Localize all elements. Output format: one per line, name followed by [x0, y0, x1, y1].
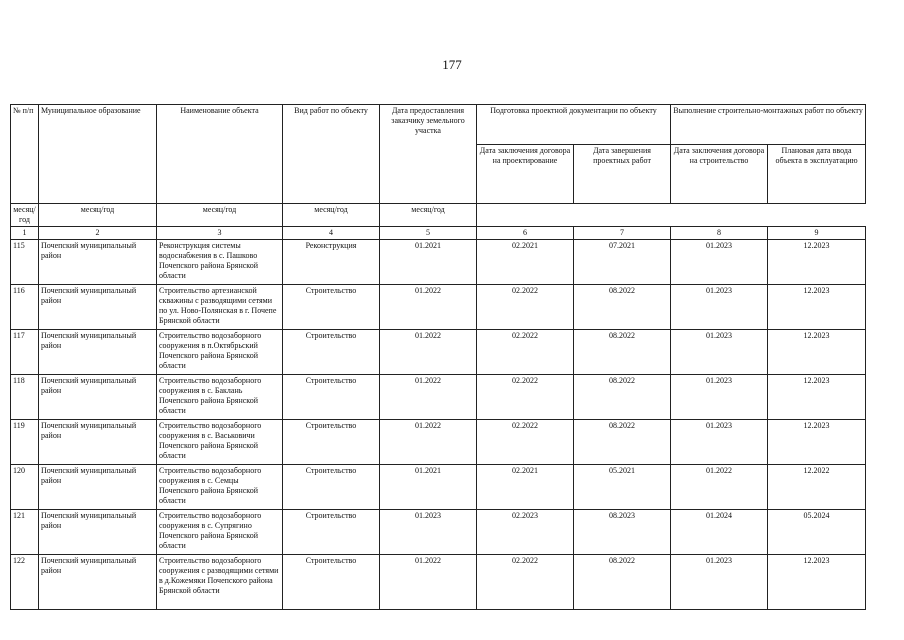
- work-type-cell: Строительство: [283, 465, 380, 510]
- design-end-cell: 08.2023: [574, 510, 671, 555]
- build-contract-cell: 01.2023: [671, 555, 768, 610]
- unit-label: месяц/год: [380, 204, 477, 227]
- object-cell: Строительство водозаборного сооружения в п.Октябрьский Почепского района Брянской области: [157, 330, 283, 375]
- work-type-cell: Строительство: [283, 375, 380, 420]
- commission-cell: 12.2023: [768, 375, 866, 420]
- table-row: [11, 375, 866, 420]
- build-contract-cell: 01.2023: [671, 420, 768, 465]
- municipality-cell: Почепский муниципальный район: [39, 330, 157, 375]
- table-row: [11, 330, 866, 375]
- header-design-group: Подготовка проектной документации по объекту: [477, 105, 671, 145]
- commission-cell: 12.2023: [768, 420, 866, 465]
- header-units-row: [11, 204, 866, 227]
- header-build-contract: Дата заключения договора на строительство: [671, 145, 768, 204]
- header-land-date: Дата предоставления заказчику земельного участка: [380, 105, 477, 204]
- design-contract-cell: 02.2021: [477, 465, 574, 510]
- column-numbers-row: [11, 227, 866, 240]
- column-number: 1: [11, 227, 39, 240]
- row-number: 119: [11, 420, 39, 465]
- commission-cell: 05.2024: [768, 510, 866, 555]
- build-contract-cell: 01.2023: [671, 240, 768, 285]
- work-type-cell: Реконструкция: [283, 240, 380, 285]
- work-type-cell: Строительство: [283, 420, 380, 465]
- row-number: 116: [11, 285, 39, 330]
- commission-cell: 12.2023: [768, 285, 866, 330]
- design-end-cell: 08.2022: [574, 375, 671, 420]
- land-date-cell: 01.2022: [380, 330, 477, 375]
- row-number: 118: [11, 375, 39, 420]
- build-contract-cell: 01.2023: [671, 375, 768, 420]
- header-no: № п/п: [11, 105, 39, 204]
- header-design-end: Дата завершения проектных работ: [574, 145, 671, 204]
- design-end-cell: 08.2022: [574, 330, 671, 375]
- commission-cell: 12.2023: [768, 555, 866, 610]
- object-cell: Строительство водозаборного сооружения в с. Семцы Почепского района Брянской области: [157, 465, 283, 510]
- municipality-cell: Почепский муниципальный район: [39, 555, 157, 610]
- work-type-cell: Строительство: [283, 555, 380, 610]
- design-end-cell: 07.2021: [574, 240, 671, 285]
- page-number: 177: [442, 57, 462, 72]
- unit-label: месяц/год: [39, 204, 157, 227]
- build-contract-cell: 01.2023: [671, 330, 768, 375]
- build-contract-cell: 01.2022: [671, 465, 768, 510]
- commission-cell: 12.2023: [768, 330, 866, 375]
- land-date-cell: 01.2022: [380, 285, 477, 330]
- table-row: [11, 240, 866, 285]
- column-number: 5: [380, 227, 477, 240]
- header-row-top: [11, 105, 866, 145]
- design-contract-cell: 02.2022: [477, 375, 574, 420]
- design-end-cell: 08.2022: [574, 285, 671, 330]
- row-number: 117: [11, 330, 39, 375]
- land-date-cell: 01.2022: [380, 555, 477, 610]
- row-number: 122: [11, 555, 39, 610]
- design-contract-cell: 02.2022: [477, 330, 574, 375]
- design-contract-cell: 02.2023: [477, 510, 574, 555]
- land-date-cell: 01.2022: [380, 420, 477, 465]
- work-type-cell: Строительство: [283, 510, 380, 555]
- table-row: [11, 420, 866, 465]
- land-date-cell: 01.2022: [380, 375, 477, 420]
- land-date-cell: 01.2023: [380, 510, 477, 555]
- header-object: Наименование объекта: [157, 105, 283, 204]
- column-number: 6: [477, 227, 574, 240]
- design-contract-cell: 02.2022: [477, 555, 574, 610]
- municipality-cell: Почепский муниципальный район: [39, 420, 157, 465]
- column-number: 3: [157, 227, 283, 240]
- design-end-cell: 08.2022: [574, 420, 671, 465]
- object-cell: Строительство водозаборного сооружения в с. Баклань Почепского района Брянской области: [157, 375, 283, 420]
- row-number: 115: [11, 240, 39, 285]
- design-contract-cell: 02.2022: [477, 285, 574, 330]
- build-contract-cell: 01.2024: [671, 510, 768, 555]
- table-row: [11, 465, 866, 510]
- column-number: 8: [671, 227, 768, 240]
- column-number: 9: [768, 227, 866, 240]
- table-row: [11, 285, 866, 330]
- row-number: 121: [11, 510, 39, 555]
- header-construction-group: Выполнение строительно-монтажных работ по объекту: [671, 105, 866, 145]
- commission-cell: 12.2023: [768, 240, 866, 285]
- row-number: 120: [11, 465, 39, 510]
- municipality-cell: Почепский муниципальный район: [39, 465, 157, 510]
- unit-label: месяц/год: [283, 204, 380, 227]
- header-work-type: Вид работ по объекту: [283, 105, 380, 204]
- table-row: [11, 510, 866, 555]
- land-date-cell: 01.2021: [380, 240, 477, 285]
- schedule-table: [10, 104, 866, 610]
- header-commission: Плановая дата ввода объекта в эксплуатацию: [768, 145, 866, 204]
- commission-cell: 12.2022: [768, 465, 866, 510]
- object-cell: Строительство водозаборного сооружения в с. Васьковичи Почепского района Брянской области: [157, 420, 283, 465]
- column-number: 4: [283, 227, 380, 240]
- work-type-cell: Строительство: [283, 330, 380, 375]
- column-number: 7: [574, 227, 671, 240]
- object-cell: Реконструкция системы водоснабжения в с. Пашково Почепского района Брянской области: [157, 240, 283, 285]
- design-end-cell: 08.2022: [574, 555, 671, 610]
- table-row: [11, 555, 866, 610]
- header-design-contract: Дата заключения договора на проектирование: [477, 145, 574, 204]
- design-contract-cell: 02.2022: [477, 420, 574, 465]
- design-end-cell: 05.2021: [574, 465, 671, 510]
- municipality-cell: Почепский муниципальный район: [39, 375, 157, 420]
- object-cell: Строительство водозаборного сооружения с разводящими сетями в д.Кожемяки Почепского района Брянской области: [157, 555, 283, 610]
- work-type-cell: Строительство: [283, 285, 380, 330]
- design-contract-cell: 02.2021: [477, 240, 574, 285]
- header-municipality: Муниципальное образование: [39, 105, 157, 204]
- build-contract-cell: 01.2023: [671, 285, 768, 330]
- unit-label: месяц/год: [157, 204, 283, 227]
- column-number: 2: [39, 227, 157, 240]
- land-date-cell: 01.2021: [380, 465, 477, 510]
- object-cell: Строительство артезианской скважины с разводящими сетями по ул. Ново-Полянская в г. Почепе Брянской области: [157, 285, 283, 330]
- municipality-cell: Почепский муниципальный район: [39, 240, 157, 285]
- object-cell: Строительство водозаборного сооружения в с. Супрягино Почепского района Брянской области: [157, 510, 283, 555]
- municipality-cell: Почепский муниципальный район: [39, 510, 157, 555]
- municipality-cell: Почепский муниципальный район: [39, 285, 157, 330]
- unit-label: месяц/год: [11, 204, 39, 227]
